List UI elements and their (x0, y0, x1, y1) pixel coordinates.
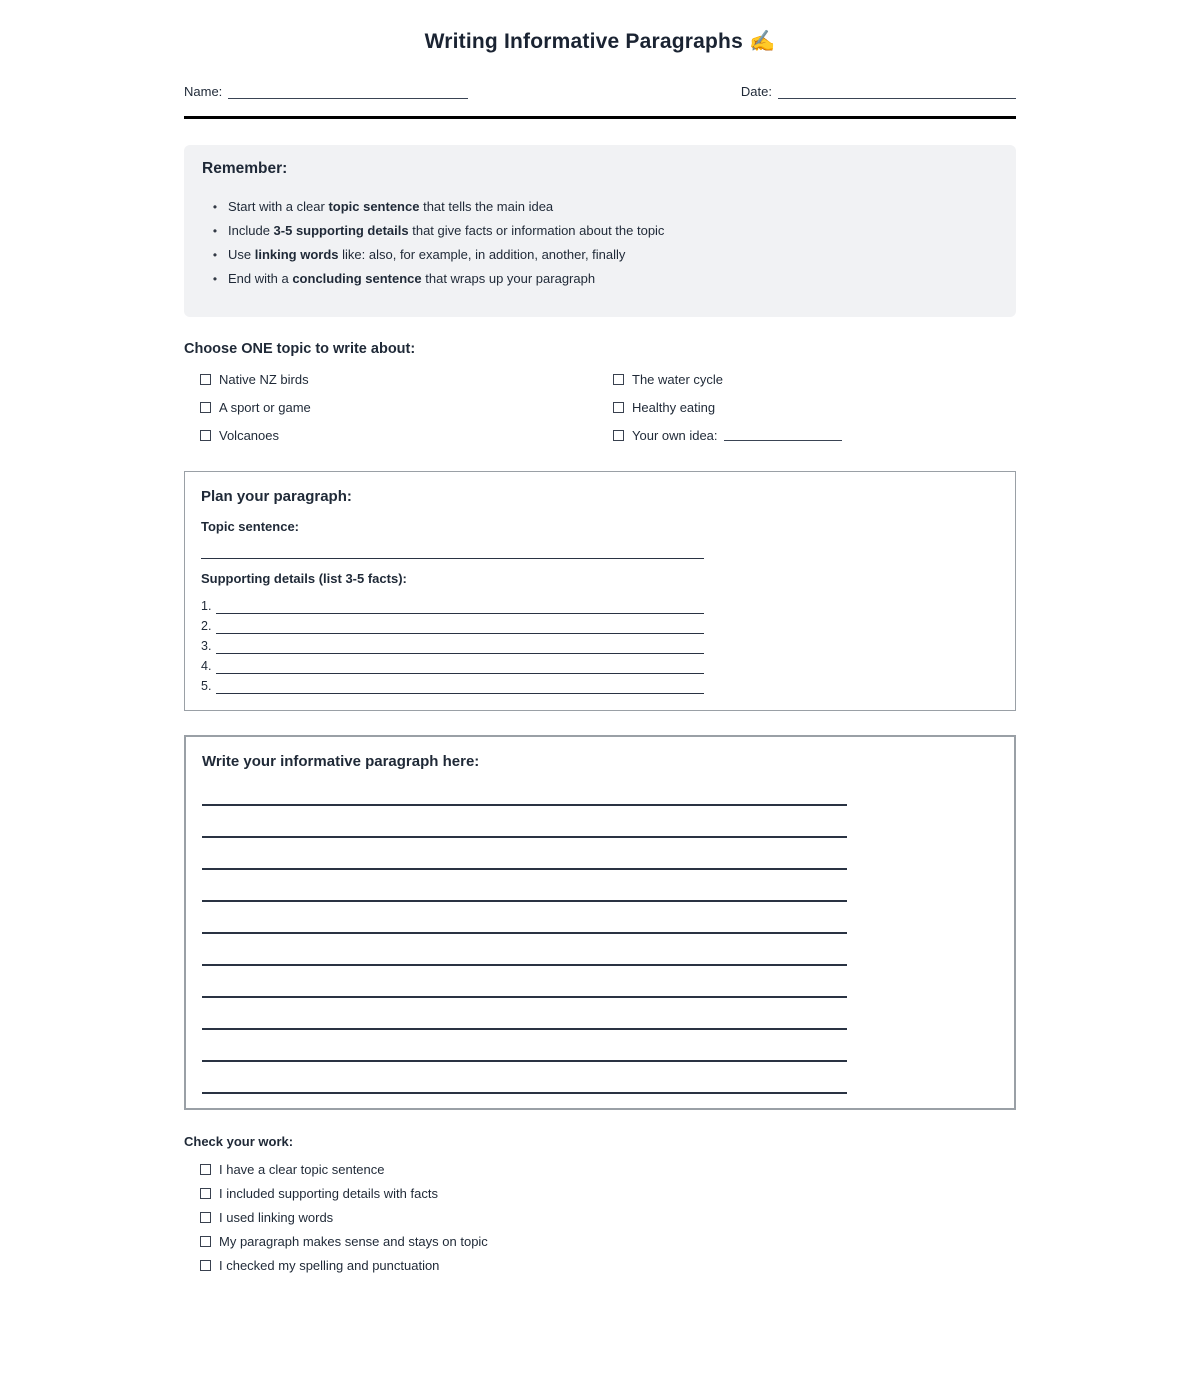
topic-option-native-nz-birds[interactable] (200, 365, 600, 393)
remember-bullet (202, 195, 998, 219)
topic-option-water-cycle[interactable] (613, 365, 1016, 393)
bullet-dot-icon: • (212, 224, 218, 238)
topics-column-right (600, 365, 1016, 449)
check-item-label: I included supporting details with facts (219, 1185, 438, 1201)
supporting-detail-row (201, 594, 999, 614)
blank-line (216, 679, 704, 694)
blank-line (202, 772, 847, 806)
remember-bullet-text: Include 3-5 supporting details that give facts or information about the topic (228, 223, 665, 238)
topic-option-sport-or-game[interactable] (200, 393, 600, 421)
checkbox-icon[interactable] (200, 430, 211, 441)
plan-heading: Plan your paragraph: (201, 488, 352, 505)
topic-option-label: Your own idea: (632, 427, 718, 443)
blank-line (216, 619, 704, 634)
remember-bullet-text: Use linking words like: also, for example, in addition, another, finally (228, 247, 626, 262)
check-item-topic-sentence[interactable] (200, 1157, 1016, 1181)
name-date-row (184, 84, 1016, 99)
checkbox-icon[interactable] (200, 1260, 211, 1271)
checkbox-icon[interactable] (613, 374, 624, 385)
checkbox-icon[interactable] (200, 402, 211, 413)
list-number: 2. (201, 619, 212, 633)
list-number: 4. (201, 659, 212, 673)
blank-line (216, 659, 704, 674)
supporting-detail-row (201, 674, 999, 694)
checkbox-icon[interactable] (613, 402, 624, 413)
topics-grid (184, 365, 1016, 449)
bullet-dot-icon: • (212, 200, 218, 214)
topic-option-label: Native NZ birds (219, 371, 309, 387)
topic-sentence-blank-line (201, 536, 704, 559)
name-label: Name: (184, 84, 223, 99)
date-field-group (741, 84, 1016, 99)
list-number: 5. (201, 679, 212, 693)
check-item-label: My paragraph makes sense and stays on topic (219, 1233, 488, 1249)
check-item-supporting-details[interactable] (200, 1181, 1016, 1205)
date-label: Date: (740, 84, 772, 99)
name-blank-line (228, 85, 468, 99)
check-item-label: I have a clear topic sentence (219, 1161, 385, 1177)
remember-list (202, 195, 998, 291)
header-divider (184, 116, 1016, 119)
topics-column-left (184, 365, 600, 449)
topic-option-own-idea[interactable] (613, 421, 1016, 449)
topic-option-label: Healthy eating (632, 399, 716, 415)
paragraph-lines (202, 772, 998, 1094)
checkbox-icon[interactable] (200, 374, 211, 385)
remember-bullet (202, 243, 998, 267)
blank-line (202, 998, 847, 1030)
blank-line (202, 934, 847, 966)
list-number: 1. (201, 599, 212, 613)
date-blank-line (778, 85, 1016, 99)
remember-heading: Remember: (202, 160, 288, 177)
write-heading: Write your informative paragraph here: (202, 753, 480, 770)
remember-bullet-text: End with a concluding sentence that wraps up your paragraph (228, 271, 596, 286)
remember-bullet (202, 219, 998, 243)
page-title (184, 30, 1016, 54)
topic-sentence-label: Topic sentence: (201, 519, 300, 534)
blank-line (202, 902, 847, 934)
page-title-text: Writing Informative Paragraphs (424, 30, 743, 53)
blank-line (202, 1030, 847, 1062)
write-paragraph-box (184, 735, 1016, 1110)
topic-option-label: The water cycle (632, 371, 724, 387)
check-heading: Check your work: (184, 1134, 294, 1149)
blank-line (202, 966, 847, 998)
worksheet-page (184, 0, 1016, 1277)
blank-line (202, 838, 847, 870)
remember-box (184, 145, 1016, 317)
bullet-dot-icon: • (212, 248, 218, 262)
remember-bullet-text: Start with a clear topic sentence that tells the main idea (228, 199, 554, 214)
supporting-detail-row (201, 614, 999, 634)
check-item-spelling-punctuation[interactable] (200, 1253, 1016, 1277)
checkbox-icon[interactable] (200, 1212, 211, 1223)
check-item-label: I used linking words (219, 1209, 334, 1225)
check-item-label: I checked my spelling and punctuation (219, 1257, 440, 1273)
checkbox-icon[interactable] (200, 1188, 211, 1199)
check-item-makes-sense[interactable] (200, 1229, 1016, 1253)
plan-box (184, 471, 1016, 711)
topic-option-volcanoes[interactable] (200, 421, 600, 449)
blank-line (216, 599, 704, 614)
topics-heading: Choose ONE topic to write about: (184, 341, 416, 357)
checkbox-icon[interactable] (200, 1164, 211, 1175)
blank-line (202, 806, 847, 838)
checkbox-icon[interactable] (200, 1236, 211, 1247)
check-section (184, 1134, 1016, 1277)
blank-line (202, 870, 847, 902)
remember-bullet (202, 267, 998, 291)
checkbox-icon[interactable] (613, 430, 624, 441)
writing-hand-emoji: ✍️ (749, 30, 776, 53)
topic-option-healthy-eating[interactable] (613, 393, 1016, 421)
blank-line (202, 1062, 847, 1094)
supporting-details-label: Supporting details (list 3-5 facts): (201, 571, 407, 586)
bullet-dot-icon: • (212, 272, 218, 286)
blank-line (216, 639, 704, 654)
own-idea-blank-line (724, 429, 842, 441)
supporting-detail-row (201, 654, 999, 674)
check-list (184, 1157, 1016, 1277)
supporting-details-list (201, 594, 999, 694)
check-item-linking-words[interactable] (200, 1205, 1016, 1229)
name-field-group (184, 84, 468, 99)
supporting-detail-row (201, 634, 999, 654)
list-number: 3. (201, 639, 212, 653)
topic-option-label: A sport or game (219, 399, 311, 415)
topic-option-label: Volcanoes (219, 427, 279, 443)
